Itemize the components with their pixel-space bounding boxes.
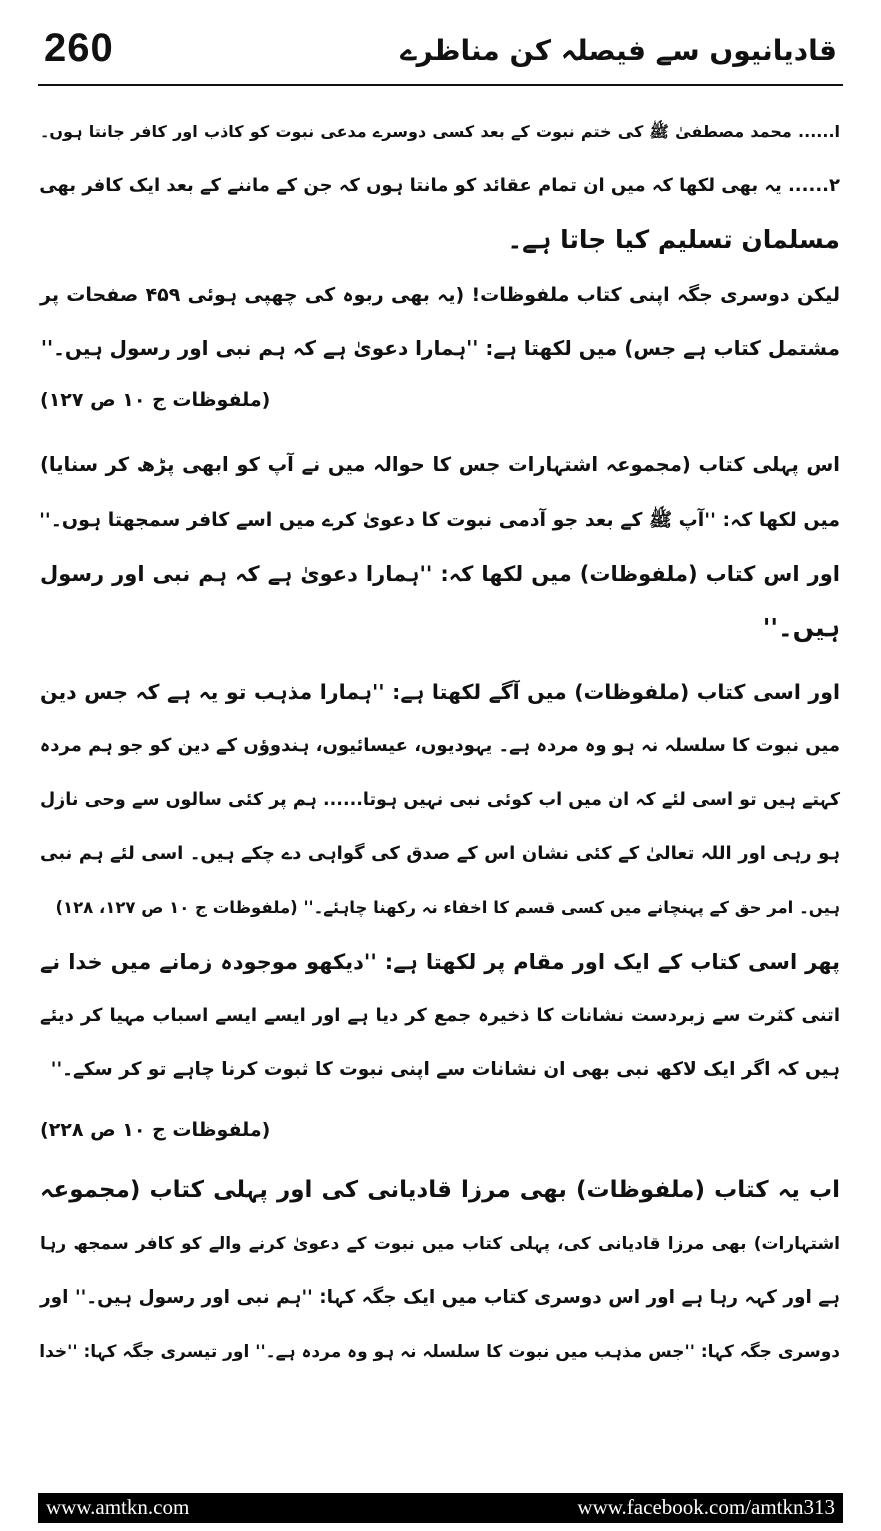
body-line: اور اس کتاب (ملفوظات) میں لکھا کہ: ''ہمارا دعویٰ ہے کہ ہم نبی اور رسول — [40, 562, 840, 586]
body-line: اور اسی کتاب (ملفوظات) میں آگے لکھتا ہے: ''ہمارا مذہب تو یہ ہے کہ جس دین — [40, 680, 840, 704]
body-line: ہے اور کہہ رہا ہے اور اس دوسری کتاب میں ایک جگہ کہا: ''ہم نبی اور رسول ہیں۔'' اور — [40, 1287, 840, 1308]
footer-bar — [38, 1493, 843, 1523]
body-line: ہیں کہ اگر ایک لاکھ نبی بھی ان نشانات سے اپنی نبوت کا ثبوت کرنا چاہے تو کر سکے۔'' — [50, 1059, 840, 1080]
body-line: مسلمان تسلیم کیا جاتا ہے۔ — [507, 225, 840, 254]
body-line: اس پہلی کتاب (مجموعہ اشتہارات جس کا حوالہ میں نے آپ کو ابھی پڑھ کر سنایا) — [40, 453, 840, 476]
facebook-link[interactable]: www.facebook.com/amtkn313 — [577, 1495, 835, 1519]
page-header — [38, 22, 843, 82]
body-line: میں نبوت کا سلسلہ نہ ہو وہ مردہ ہے۔ یہودیوں، عیسائیوں، ہندوؤں کے دین کو جو ہم مردہ — [39, 735, 840, 756]
body-line: لیکن دوسری جگہ اپنی کتاب ملفوظات! (یہ بھی ربوہ کی چھپی ہوئی ۴۵۹ صفحات پر — [40, 284, 841, 306]
reference-citation: (ملفوظات ج ۱۰ ص ۱۲۷) — [40, 389, 271, 411]
body-line: ۲...... یہ بھی لکھا کہ میں ان تمام عقائد کو مانتا ہوں کہ جن کے ماننے کے بعد ایک کافر بھی — [39, 175, 840, 196]
body-line: ا...... محمد مصطفیٰ ﷺ کی ختم نبوت کے بعد کسی دوسرے مدعی نبوت کو کاذب اور کافر جانتا ہوں۔ — [40, 122, 840, 141]
running-title: قادیانیوں سے فیصلہ کن مناظرے — [400, 34, 837, 67]
body-line: میں لکھا کہ: ''آپ ﷺ کے بعد جو آدمی نبوت کا دعویٰ کرے میں اسے کافر سمجھتا ہوں۔'' — [39, 509, 840, 531]
body-line: پھر اسی کتاب کے ایک اور مقام پر لکھتا ہے: ''دیکھو موجودہ زمانے میں خدا نے — [40, 950, 840, 974]
reference-citation: (ملفوظات ج ۱۰ ص ۲۲۸) — [40, 1119, 271, 1141]
website-link[interactable]: www.amtkn.com — [46, 1495, 190, 1519]
body-line: اشتہارات) بھی مرزا قادیانی کی، پہلی کتاب میں نبوت کے دعویٰ کرنے والے کو کافر سمجھ رہا — [40, 1234, 840, 1254]
body-line: کہتے ہیں تو اسی لئے کہ ان میں اب کوئی نبی نہیں ہوتا...... ہم پر کئی سالوں سے وحی نازل — [40, 790, 840, 810]
body-line: ہیں۔'' — [762, 613, 840, 642]
page-number: 260 — [44, 26, 114, 70]
body-line: اب یہ کتاب (ملفوظات) بھی مرزا قادیانی کی اور پہلی کتاب (مجموعہ — [40, 1177, 840, 1203]
body-line: اتنی کثرت سے زبردست نشانات کا ذخیرہ جمع کر دیا ہے اور ایسے ایسے اسباب مہیا کر دیئے — [40, 1005, 840, 1026]
body-line: ہو رہی اور اللہ تعالیٰ کے کئی نشان اس کے صدق کی گواہی دے چکے ہیں۔ اسی لئے ہم نبی — [40, 843, 840, 864]
body-line: مشتمل کتاب ہے جس) میں لکھتا ہے: ''ہمارا دعویٰ ہے کہ ہم نبی اور رسول ہیں۔'' — [40, 336, 840, 360]
body-line: ہیں۔ امر حق کے پہنچانے میں کسی قسم کا اخفاء نہ رکھنا چاہئے۔'' (ملفوظات ج ۱۰ ص ۱۲۷، ۱۲۸) — [55, 898, 840, 917]
body-line: دوسری جگہ کہا: ''جس مذہب میں نبوت کا سلسلہ نہ ہو وہ مردہ ہے۔'' اور تیسری جگہ کہا: ''خدا — [39, 1342, 840, 1362]
header-divider — [38, 84, 843, 86]
